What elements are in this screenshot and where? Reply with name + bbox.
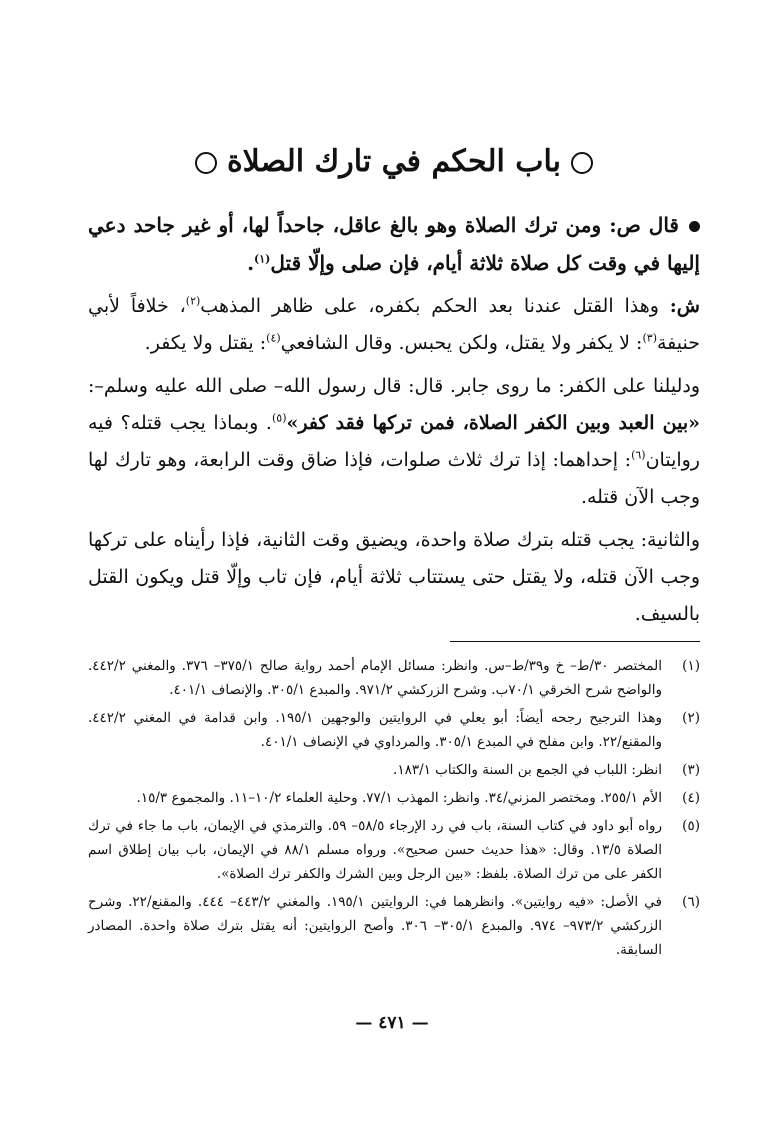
sharh-paragraph <box>88 288 700 362</box>
footnote-number: (٦) <box>682 894 700 910</box>
footnote-text: انظر: اللباب في الجمع بن السنة والكتاب ١٨٣/١. <box>393 762 662 778</box>
footnote-number: (٢) <box>682 710 700 726</box>
sharh-text-3: : لا يكفر ولا يقتل، ولكن يحبس. وقال الشافعي <box>280 332 643 354</box>
footnote-number: (٥) <box>682 818 700 834</box>
circle-ornament-right <box>571 152 593 174</box>
chapter-title: باب الحكم في تارك الصلاة <box>226 144 562 179</box>
footnote-text: وهذا الترجيح رجحه أيضاً: أبو يعلي في الروايتين والوجهين ١٩٥/١. وابن قدامة في المغني ٤٤٢/٢. والمقنع/٢٢. وابن مفلح في المبدع ٣٠٥/١. والمرداوي في الإنصاف ٤٠١/١. <box>88 710 663 750</box>
page-body <box>88 140 700 966</box>
chapter-heading <box>88 140 700 184</box>
sharh-text-1: وهذا القتل عندنا بعد الحكم بكفره، على ظاهر المذهب <box>200 295 659 317</box>
footnote-number: (٤) <box>682 790 700 806</box>
matn-text: ومن ترك الصلاة وهو بالغ عاقل، جاحداً لها، أو غير جاحد دعي إليها في وقت كل صلاة ثلاثة أيام، فإن صلى وإلّا قتل <box>88 213 700 275</box>
evidence-text-1: ودليلنا على الكفر: ما روى جابر. قال: قال رسول الله– صلى الله عليه وسلم–: <box>88 375 700 397</box>
footnote-item <box>88 758 700 782</box>
matn-end: . <box>247 251 255 275</box>
footnote-number: (٣) <box>682 762 700 778</box>
footnote-item <box>88 814 700 886</box>
hadith-quote: «بين العبد وبين الكفر الصلاة، فمن تركها فقد كفر» <box>286 412 701 434</box>
footnote-ref: (٦) <box>631 448 646 462</box>
matn-paragraph <box>88 206 700 282</box>
footnotes <box>88 654 700 962</box>
evidence-text-3: : إحداهما: إذا ترك ثلاث صلوات، فإذا ضاق وقت الرابعة، وهو تارك لها وجب الآن قتله. <box>88 449 700 508</box>
footnote-ref: (١) <box>254 252 271 266</box>
footnote-item <box>88 890 700 962</box>
footnote-text: في الأصل: «فيه روايتين». وانظرهما في: الروايتين ١٩٥/١. والمغني ٤٤٣/٢– ٤٤٤. والمقنع/٢٢. وشرح الزركشي ٩٧٣/٢– ٩٧٤. والمبدع ٣٠٥/١– ٣٠٦. وأصح الروايتين: أنه يقتل بترك صلاة واحدة. المصادر السابقة. <box>88 894 662 958</box>
footnote-item <box>88 786 700 810</box>
footnote-text: المختصر ٣٠/ط– خ و٣٩/ط–س. وانظر: مسائل الإمام أحمد رواية صالح ٣٧٥/١– ٣٧٦. والمغني ٤٤٢/٢. والواضح شرح الخرقي ٧٠/١ب. وشرح الزركشي ٩٧١/٢. والمبدع ٣٠٥/١. والإنصاف ٤٠١/١. <box>88 658 662 698</box>
second-narration-paragraph <box>88 522 700 633</box>
sharh-text-4: : يقتل ولا يكفر. <box>144 332 267 354</box>
evidence-text-2: . وبماذا يجب قتله؟ فيه روايتان <box>88 412 700 471</box>
footnote-text: رواه أبو داود في كتاب السنة، باب في رد الإرجاء ٥٨/٥– ٥٩. والترمذي في الإيمان، باب ما جاء في ترك الصلاة ١٣/٥. وقال: «هذا حديث حسن صحيح». ورواه مسلم ٨٨/١ في الإيمان، باب بيان إطلاق اسم الكفر على من ترك الصلاة. بلفظ: «بين الرجل وبين الشرك والكفر ترك الصلاة». <box>88 818 662 882</box>
circle-ornament-left <box>195 152 217 174</box>
footnote-text: الأم ٢٥٥/١. ومختصر المزني/٣٤. وانظر: المهذب ٧٧/١. وحلية العلماء ١٠/٢–١١. والمجموع ١٥/٣. <box>136 790 662 806</box>
footnote-ref: (٥) <box>271 411 287 425</box>
footnote-separator <box>450 641 700 642</box>
footnote-item <box>88 706 700 754</box>
bullet-icon <box>689 221 700 232</box>
evidence-paragraph <box>88 368 700 516</box>
footnote-ref: (٢) <box>185 294 201 308</box>
footnote-item <box>88 654 700 702</box>
sharh-lead: ش: <box>669 295 700 317</box>
footnote-number: (١) <box>682 658 700 674</box>
footnote-ref: (٣) <box>642 331 657 345</box>
footnote-ref: (٤) <box>266 331 281 345</box>
page-number: — ٤٧١ — <box>355 1013 429 1033</box>
sharh-text-2: ، خلافاً لأبي حنيفة <box>88 295 700 354</box>
matn-lead: قال ص: <box>609 213 679 237</box>
second-narration-text: والثانية: يجب قتله بترك صلاة واحدة، ويضيق وقت الثانية، فإذا رأيناه على تركها وجب الآن قتله، ولا يقتل حتى يستتاب ثلاثة أيام، فإن تاب وإلّا قتل ويكون القتل بالسيف. <box>88 529 700 625</box>
